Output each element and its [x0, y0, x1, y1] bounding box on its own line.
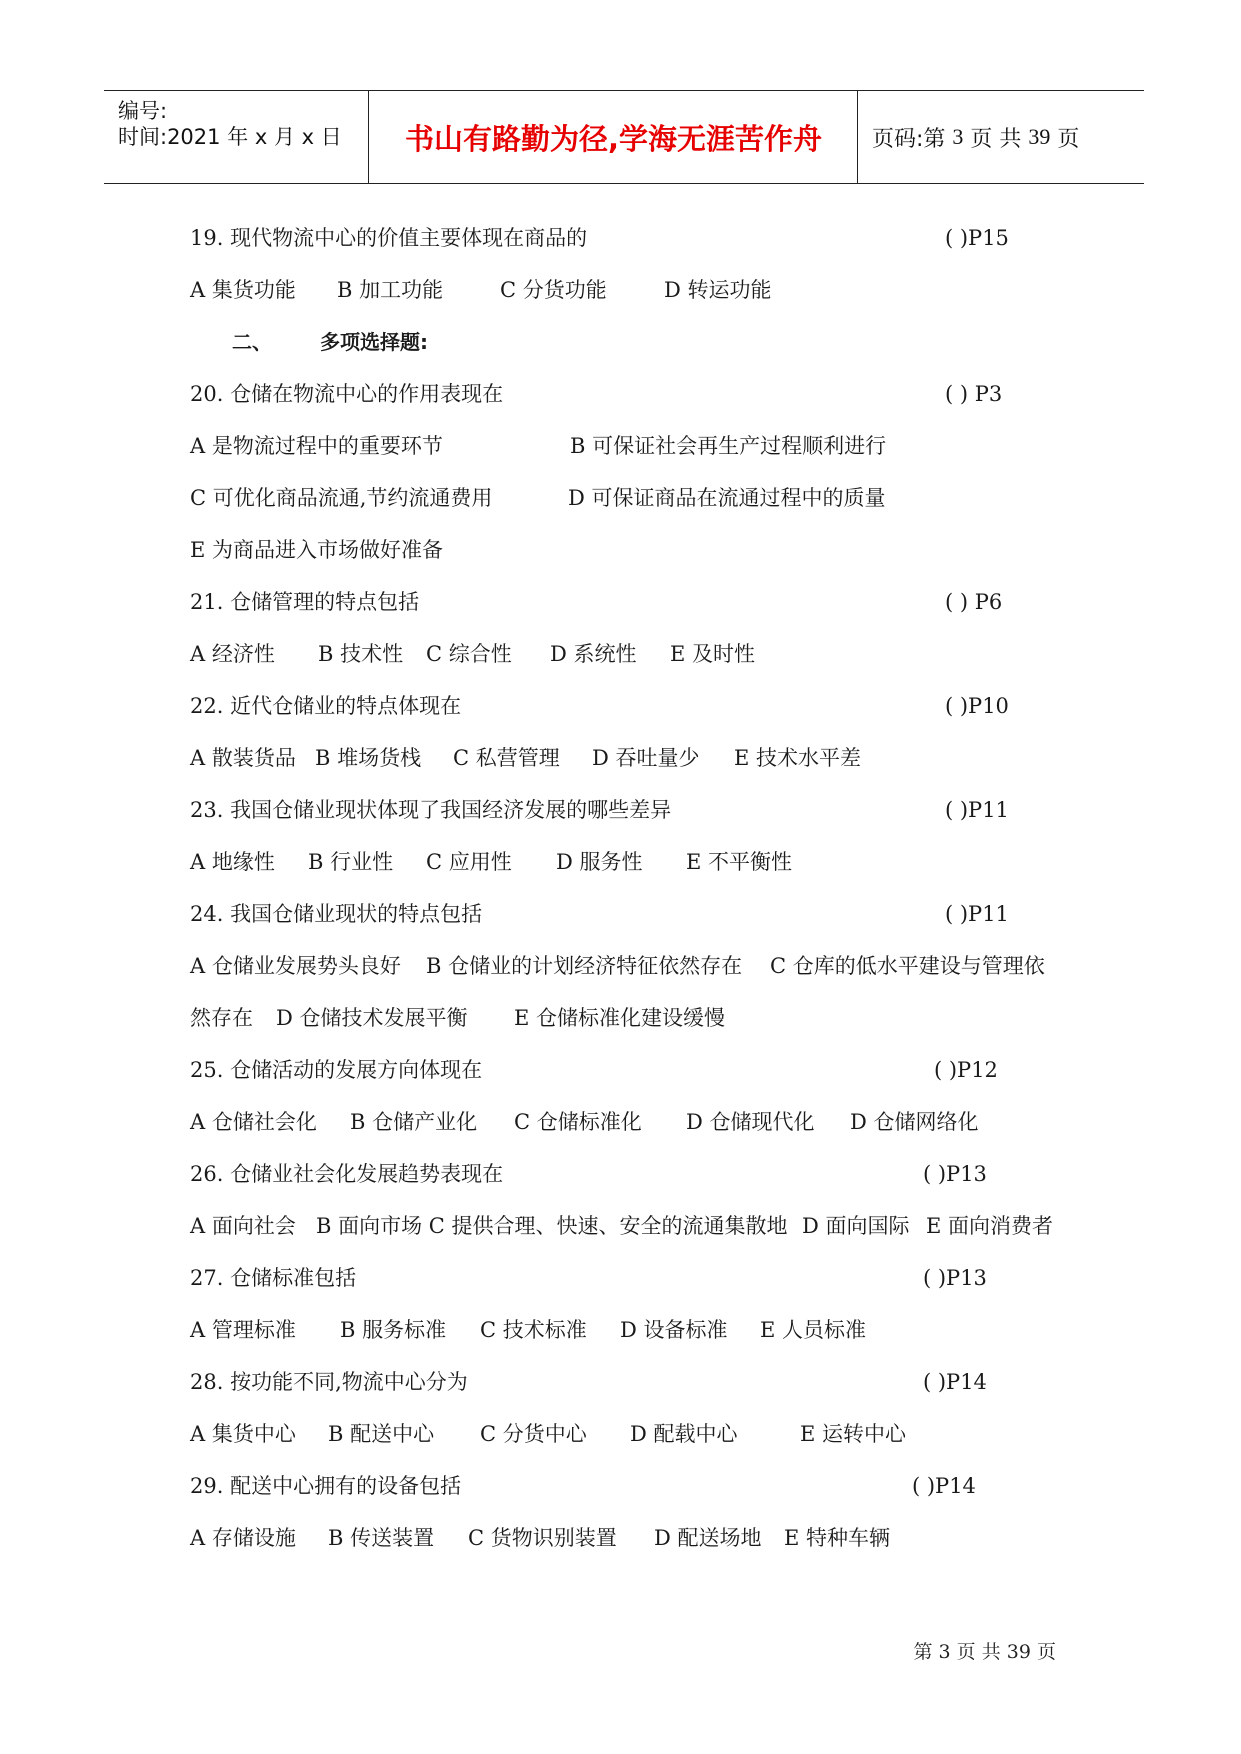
option: C 应用性	[426, 850, 512, 874]
option: A 经济性	[190, 642, 275, 666]
option: A 存储设施	[190, 1526, 296, 1550]
option: E 特种车辆	[784, 1526, 891, 1550]
option: D 仓储技术发展平衡	[276, 1006, 468, 1030]
page-mid: 页 共	[970, 126, 1022, 152]
question-text: 29. 配送中心拥有的设备包括	[190, 1474, 462, 1498]
page-prefix: 页码:第	[872, 126, 946, 152]
question-text: 26. 仓储业社会化发展趋势表现在	[190, 1162, 504, 1186]
option: A 仓储社会化	[190, 1110, 317, 1134]
page-total: 39	[1028, 124, 1051, 149]
option: A 是物流过程中的重要环节	[190, 434, 443, 458]
option: B 可保证社会再生产过程顺利进行	[570, 434, 887, 458]
option: A 面向社会	[190, 1214, 296, 1238]
option: E 人员标准	[760, 1318, 867, 1342]
question-options	[190, 272, 1070, 308]
section-title: 多项选择题:	[320, 330, 428, 354]
question-text: 24. 我国仓储业现状的特点包括	[190, 902, 483, 926]
answer-blank: ( )P12	[934, 1058, 998, 1082]
question-options	[190, 428, 1070, 464]
section-number: 二、	[232, 330, 272, 354]
question-stem	[190, 584, 1070, 620]
option: A 集货中心	[190, 1422, 296, 1446]
option: D 可保证商品在流通过程中的质量	[568, 486, 886, 510]
section-heading	[190, 324, 1070, 360]
question-stem	[190, 1052, 1070, 1088]
header-page-info	[872, 91, 1079, 183]
question-options	[190, 1208, 1070, 1244]
option: A 仓储业发展势头良好	[190, 954, 401, 978]
option: B 堆场货栈	[315, 746, 422, 770]
option: E 为商品进入市场做好准备	[190, 538, 444, 562]
question-stem	[190, 1260, 1070, 1296]
option: E 面向消费者	[926, 1214, 1054, 1238]
question-stem	[190, 688, 1070, 724]
page-footer	[913, 1637, 1056, 1664]
option: C 仓库的低水平建设与管理依	[770, 954, 1045, 978]
question-text: 27. 仓储标准包括	[190, 1266, 357, 1290]
option: A 集货功能	[190, 278, 296, 302]
option: E 仓储标准化建设缓慢	[514, 1006, 726, 1030]
footer-total: 39	[1006, 1641, 1031, 1663]
question-text: 25. 仓储活动的发展方向体现在	[190, 1058, 483, 1082]
footer-suffix: 页	[1036, 1641, 1056, 1663]
question-text: 28. 按功能不同,物流中心分为	[190, 1370, 468, 1394]
option: D 仓储网络化	[850, 1110, 979, 1134]
option: D 吞吐量少	[592, 746, 700, 770]
option: B 行业性	[308, 850, 394, 874]
question-options	[190, 480, 1070, 516]
question-stem	[190, 1364, 1070, 1400]
option: C 可优化商品流通,节约流通费用	[190, 486, 493, 510]
option: D 系统性	[550, 642, 637, 666]
time-label: 时间:2021 年 x 月 x 日	[118, 125, 342, 149]
option: C 分货中心	[480, 1422, 587, 1446]
answer-blank: ( )P13	[923, 1266, 987, 1290]
question-options	[190, 1312, 1070, 1348]
answer-blank: ( )P10	[945, 694, 1009, 718]
question-options	[190, 1520, 1070, 1556]
question-stem	[190, 792, 1070, 828]
question-options	[190, 1000, 1070, 1036]
question-options	[190, 740, 1070, 776]
question-stem	[190, 896, 1070, 932]
question-text: 21. 仓储管理的特点包括	[190, 590, 420, 614]
option: 然存在	[190, 1006, 253, 1030]
option: D 配送场地	[654, 1526, 762, 1550]
header-meta	[118, 91, 368, 183]
option: D 服务性	[556, 850, 643, 874]
option: B 仓储产业化	[350, 1110, 478, 1134]
option: E 不平衡性	[686, 850, 793, 874]
answer-blank: ( ) P6	[945, 590, 1003, 614]
page-suffix: 页	[1057, 126, 1080, 152]
option: D 配载中心	[630, 1422, 738, 1446]
footer-prefix: 第	[913, 1641, 933, 1663]
question-options	[190, 1416, 1070, 1452]
page-header	[104, 90, 1144, 184]
option: C 技术标准	[480, 1318, 587, 1342]
header-divider	[857, 91, 858, 183]
option: E 运转中心	[800, 1422, 907, 1446]
question-stem	[190, 220, 1070, 256]
option: A 地缘性	[190, 850, 275, 874]
answer-blank: ( )P11	[945, 798, 1009, 822]
option: D 面向国际	[802, 1214, 910, 1238]
question-options	[190, 636, 1070, 672]
question-stem	[190, 376, 1070, 412]
answer-blank: ( ) P3	[945, 382, 1003, 406]
header-divider	[368, 91, 369, 183]
header-motto: 书山有路勤为径,学海无涯苦作舟	[404, 121, 823, 156]
option: C 货物识别装置	[468, 1526, 617, 1550]
question-text: 23. 我国仓储业现状体现了我国经济发展的哪些差异	[190, 798, 672, 822]
option: B 技术性	[318, 642, 404, 666]
option: E 及时性	[670, 642, 756, 666]
option: B 仓储业的计划经济特征依然存在	[426, 954, 743, 978]
question-text: 20. 仓储在物流中心的作用表现在	[190, 382, 504, 406]
option: D 仓储现代化	[686, 1110, 815, 1134]
option: C 仓储标准化	[514, 1110, 642, 1134]
answer-blank: ( )P15	[945, 226, 1009, 250]
page-current: 3	[952, 124, 964, 149]
answer-blank: ( )P14	[923, 1370, 987, 1394]
question-options	[190, 532, 1070, 568]
option: C 私营管理	[453, 746, 560, 770]
option: A 散装货品	[190, 746, 296, 770]
option: C 综合性	[426, 642, 512, 666]
option: E 技术水平差	[734, 746, 862, 770]
question-options	[190, 1104, 1070, 1140]
footer-mid: 页 共	[956, 1641, 1001, 1663]
option: B 服务标准	[340, 1318, 447, 1342]
option: C 分货功能	[500, 278, 607, 302]
question-stem	[190, 1156, 1070, 1192]
option: B 面向市场 C 提供合理、快速、安全的流通集散地	[316, 1214, 788, 1238]
question-options	[190, 844, 1070, 880]
option: A 管理标准	[190, 1318, 296, 1342]
answer-blank: ( )P11	[945, 902, 1009, 926]
option: D 转运功能	[664, 278, 772, 302]
question-text: 22. 近代仓储业的特点体现在	[190, 694, 462, 718]
option: B 加工功能	[337, 278, 444, 302]
question-text: 19. 现代物流中心的价值主要体现在商品的	[190, 226, 588, 250]
answer-blank: ( )P14	[912, 1474, 976, 1498]
question-stem	[190, 1468, 1070, 1504]
option: B 配送中心	[328, 1422, 435, 1446]
answer-blank: ( )P13	[923, 1162, 987, 1186]
question-options	[190, 948, 1070, 984]
number-label: 编号:	[118, 99, 168, 123]
option: D 设备标准	[620, 1318, 728, 1342]
footer-current: 3	[938, 1641, 951, 1663]
option: B 传送装置	[328, 1526, 435, 1550]
